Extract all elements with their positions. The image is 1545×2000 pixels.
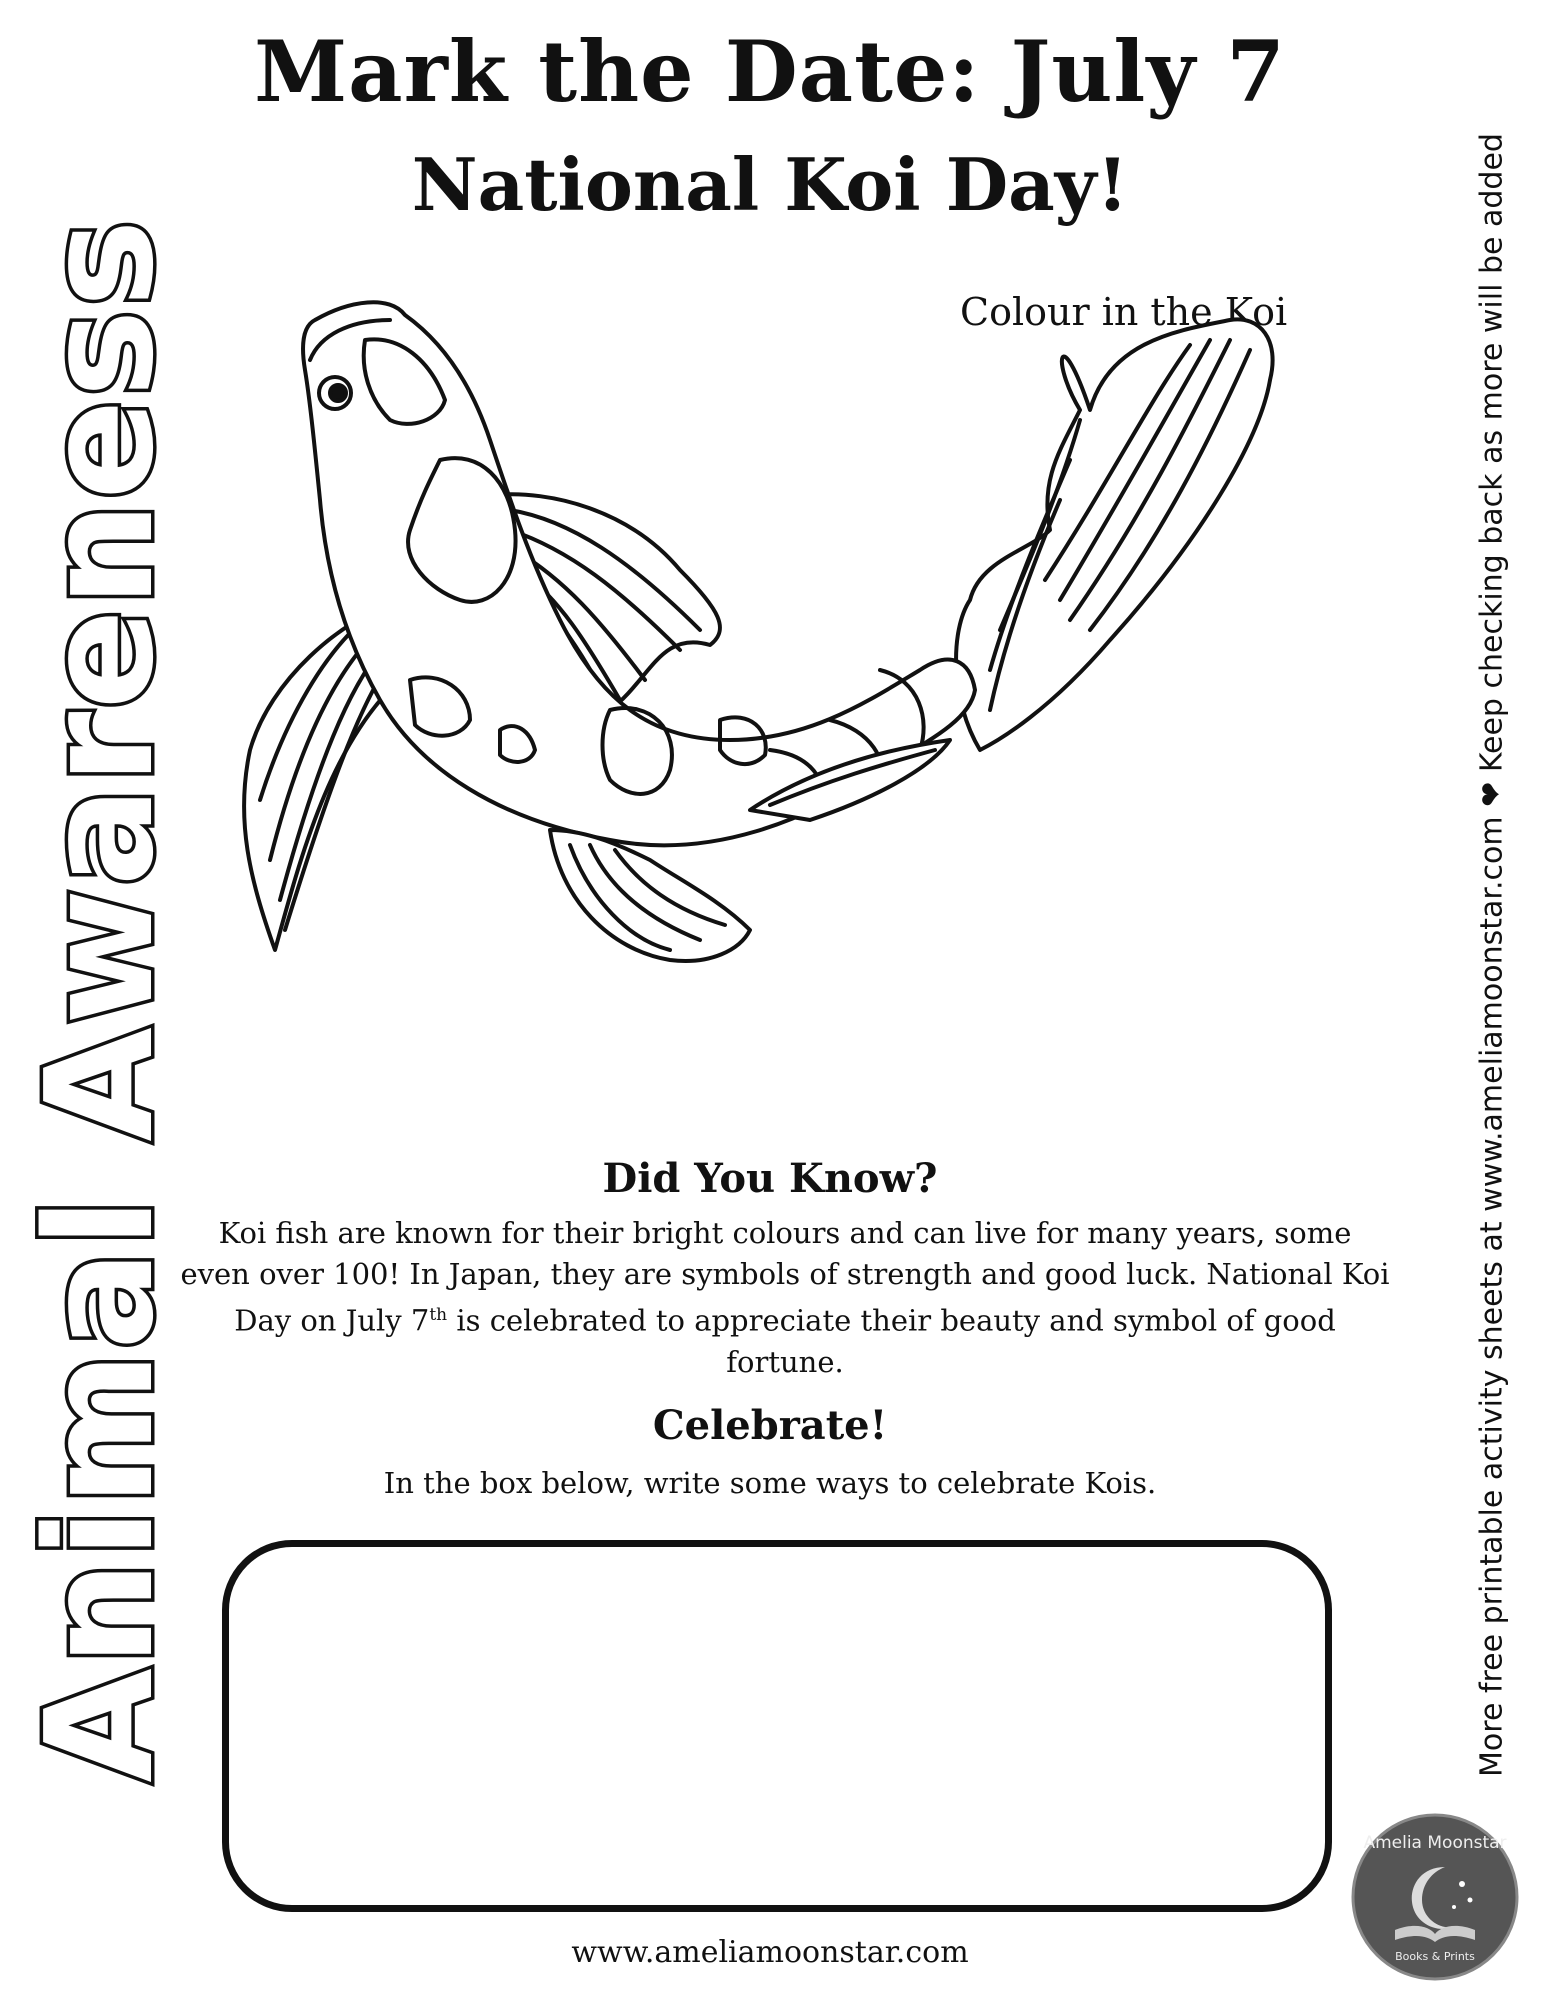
koi-illustration	[230, 300, 1410, 1120]
colour-in-label: Colour in the Koi	[960, 290, 1288, 334]
tail-fin	[956, 319, 1273, 750]
writing-box[interactable]	[222, 1540, 1332, 1912]
did-you-know-text	[180, 1213, 1390, 1383]
side-title-animal-awareness: Animal Awareness	[14, 217, 186, 1783]
fact-text-part2: is celebrated to appreciate their beauty and symbol of good fortune.	[447, 1303, 1336, 1379]
logo-name: Amelia Moonstar	[1363, 1833, 1507, 1853]
fact-superscript: th	[429, 1305, 448, 1325]
pelvic-fin	[550, 830, 750, 961]
side-note-text-1: More free printable activity sheets at www.ameliamoonstar.com	[1474, 816, 1510, 1777]
logo-tagline: Books & Prints	[1395, 1950, 1475, 1963]
fact-text-part1: Koi fish are known for their bright colours and can live for many years, some even over 100! In Japan, they are symbols of strength and good luck. National Koi Day on July 7	[180, 1216, 1390, 1338]
footer-url[interactable]: www.ameliamoonstar.com	[571, 1935, 969, 1970]
side-note	[1475, 133, 1510, 1777]
page-subtitle: National Koi Day!	[411, 142, 1129, 227]
did-you-know-heading: Did You Know?	[602, 1155, 938, 1202]
celebrate-heading: Celebrate!	[652, 1402, 888, 1449]
amelia-moonstar-logo	[1350, 1812, 1520, 1982]
celebrate-instruction: In the box below, write some ways to celebrate Kois.	[383, 1466, 1157, 1500]
heart-icon: ❤	[1474, 781, 1510, 807]
page-title: Mark the Date: July 7	[254, 22, 1286, 121]
side-note-text-2: Keep checking back as more will be added	[1474, 133, 1510, 773]
